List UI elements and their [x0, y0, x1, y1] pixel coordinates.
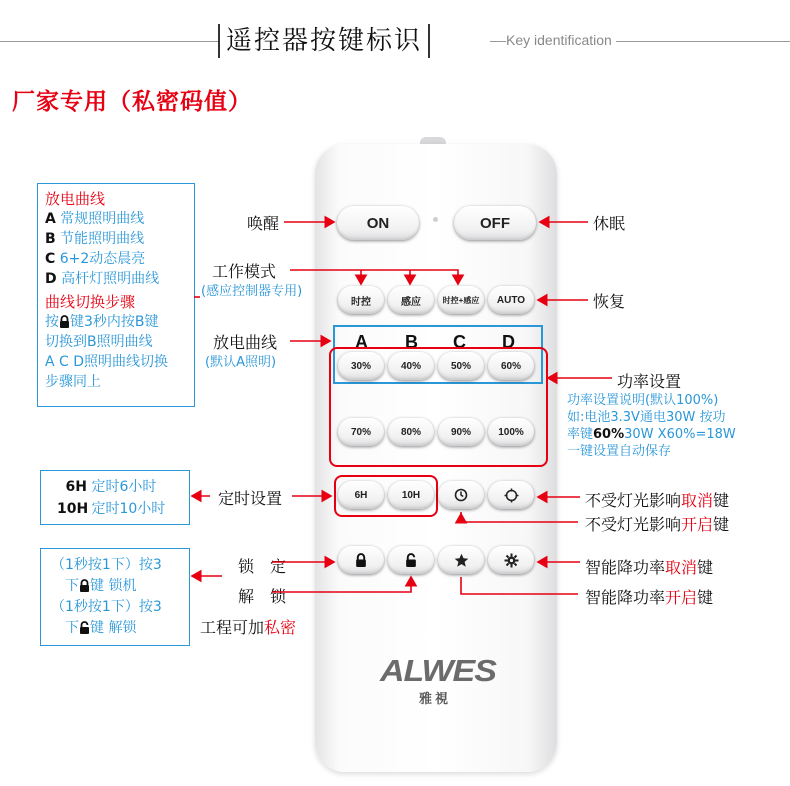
curve-letter-c: C: [453, 332, 466, 352]
power-80-button[interactable]: 80%: [388, 418, 434, 446]
engineering-private-label: 工程可加私密: [200, 618, 297, 637]
discharge-curve-label: 放电曲线: [213, 333, 278, 352]
factory-note: 厂家专用（私密码值）: [12, 89, 252, 115]
power-50-button[interactable]: 50%: [438, 352, 484, 380]
auto-button[interactable]: AUTO: [488, 286, 534, 314]
page-title: 遥控器按键标识: [218, 24, 430, 58]
light-open-label: 不受灯光影响开启键: [585, 515, 730, 534]
sensor-button[interactable]: 感应: [388, 286, 434, 314]
curve-item-c: C 6+2动态晨亮: [45, 251, 146, 267]
power-90-button[interactable]: 90%: [438, 418, 484, 446]
on-button[interactable]: ON: [337, 206, 419, 240]
timer-6h-button[interactable]: 6H: [338, 481, 384, 509]
power-40-button[interactable]: 40%: [388, 352, 434, 380]
power-note-line2: 如:电池3.3V通电30W 按功: [567, 410, 726, 425]
work-mode-note: (感应控制器专用): [201, 284, 303, 299]
lock-step-line4: 下 键 解锁: [65, 620, 137, 636]
power-60-button[interactable]: 60%: [488, 352, 534, 380]
power-note-line3: 率键60%30W X60%=18W: [567, 427, 736, 442]
wake-label: 唤醒: [247, 214, 280, 233]
curve-letter-d: D: [502, 332, 515, 352]
power-70-button[interactable]: 70%: [338, 418, 384, 446]
lock-step-line2: 下 键 锁机: [65, 578, 137, 594]
curve-switch-step1: 按 键3秒内按B键: [45, 314, 159, 330]
time-sensor-button[interactable]: 时控+感应: [438, 286, 484, 314]
discharge-default-note: (默认A照明): [205, 355, 277, 370]
power-note-line1: 功率设置说明(默认100%): [567, 393, 719, 408]
lock-step-line1: （1秒按1下）按3: [51, 557, 162, 573]
off-button[interactable]: OFF: [454, 206, 536, 240]
curve-item-d: D 高杆灯照明曲线: [45, 271, 160, 287]
curve-item-b: B 节能照明曲线: [45, 231, 145, 247]
timer-row-10h: 10H 定时10小时: [57, 501, 166, 517]
curve-info-title: 放电曲线: [45, 190, 106, 208]
smart-cancel-label: 智能降功率取消键: [585, 558, 714, 577]
light-cancel-label: 不受灯光影响取消键: [585, 491, 730, 510]
curve-letter-b: B: [405, 332, 418, 352]
page-subtitle: Key identification: [506, 32, 616, 48]
brand-logo-chinese: 雅視: [419, 692, 452, 707]
smart-open-label: 智能降功率开启键: [585, 588, 714, 607]
timer-row-6h: 6H 定时6小时: [65, 479, 157, 495]
sleep-label: 休眠: [593, 214, 626, 233]
curve-letter-a: A: [355, 332, 368, 352]
lock-label: 锁 定: [238, 557, 287, 576]
timer-10h-button[interactable]: 10H: [388, 481, 434, 509]
power-100-button[interactable]: 100%: [488, 418, 534, 446]
timer-setting-label: 定时设置: [218, 489, 283, 508]
power-note-line4: 一键设置自动保存: [567, 444, 672, 459]
lock-step-line3: （1秒按1下）按3: [51, 599, 162, 615]
curve-switch-step4: 步骤同上: [45, 374, 101, 390]
work-mode-label: 工作模式: [212, 262, 277, 281]
unlock-label: 解 锁: [238, 587, 287, 606]
curve-switch-title: 曲线切换步骤: [45, 293, 136, 311]
restore-label: 恢复: [593, 292, 626, 311]
time-control-button[interactable]: 时控: [338, 286, 384, 314]
curve-switch-step2: 切换到B照明曲线: [45, 334, 153, 350]
curve-item-a: A 常规照明曲线: [45, 211, 145, 227]
power-30-button[interactable]: 30%: [338, 352, 384, 380]
brand-logo: ALWES: [380, 653, 496, 689]
power-setting-label: 功率设置: [617, 372, 682, 391]
curve-switch-step3: A C D照明曲线切换: [45, 354, 169, 370]
